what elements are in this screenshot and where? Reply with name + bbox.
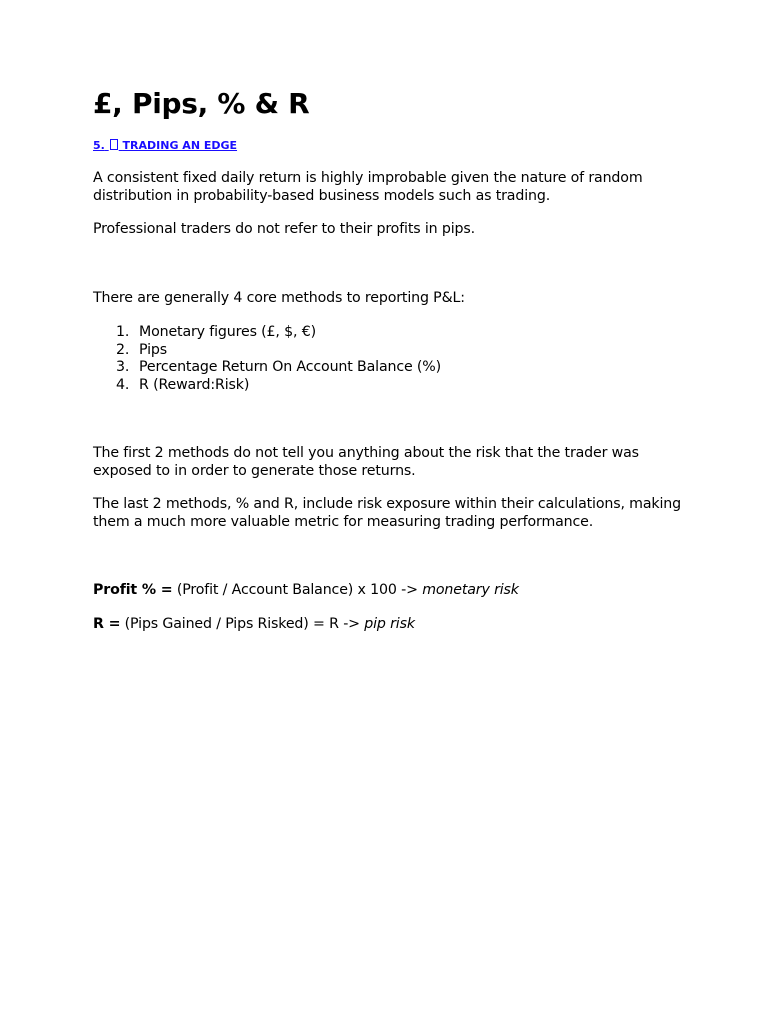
formula-term: R =	[93, 616, 121, 632]
list-item-text: Monetary figures (£, $, €)	[139, 324, 317, 340]
list-item	[93, 324, 441, 342]
formula-term: Profit % =	[93, 582, 173, 598]
paragraph-pips: Professional traders do not refer to their profits in pips.	[93, 221, 475, 237]
list-item	[93, 359, 441, 377]
paragraph-core-methods-intro: There are generally 4 core methods to reporting P&L:	[93, 290, 465, 306]
trading-an-edge-link[interactable]	[93, 139, 237, 153]
list-item-number: 3.	[116, 359, 130, 375]
formula-r	[93, 616, 693, 634]
list-item	[93, 377, 441, 395]
list-item-number: 4.	[116, 376, 130, 393]
methods-list	[93, 324, 441, 394]
list-item-text: R (Reward:Risk)	[139, 376, 250, 393]
formula-note: monetary risk	[422, 582, 519, 598]
page-title: £, Pips, % & R	[93, 87, 310, 120]
paragraph-last-methods: The last 2 methods, % and R, include risk exposure within their calculations, making them a much more valuable metric for measuring trading performance.	[93, 496, 681, 530]
list-item	[93, 342, 441, 360]
formula-expression: (Profit / Account Balance) x 100 ->	[172, 582, 423, 598]
formula-expression: (Pips Gained / Pips Risked) = R ->	[120, 616, 365, 632]
list-item-text: Percentage Return On Account Balance (%)	[139, 359, 442, 375]
link-number: 5.	[93, 139, 105, 152]
box-glyph-icon	[110, 139, 118, 150]
list-item-text: Pips	[139, 341, 167, 358]
list-item-number: 2.	[116, 341, 130, 358]
paragraph-first-methods: The first 2 methods do not tell you anything about the risk that the trader was exposed to in order to generate those returns.	[93, 445, 639, 479]
paragraph-fixed-return: A consistent fixed daily return is highly improbable given the nature of random distribution in probability-based business models such as trading.	[93, 170, 643, 204]
link-label: TRADING AN EDGE	[122, 139, 238, 152]
formula-note: pip risk	[364, 616, 415, 632]
list-item-number: 1.	[116, 324, 130, 340]
formula-profit-percent	[93, 582, 693, 600]
